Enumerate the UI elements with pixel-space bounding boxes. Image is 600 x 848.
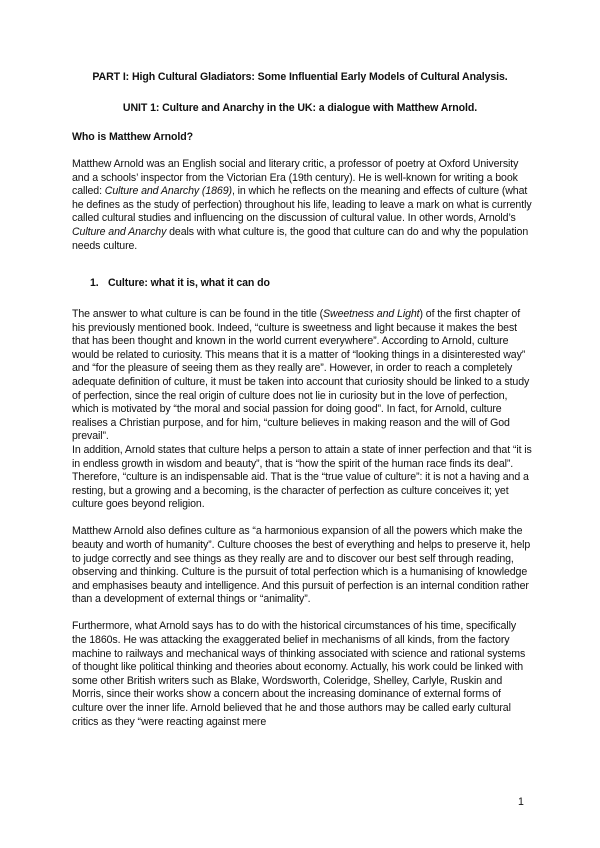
paragraph-1 (72, 308, 532, 444)
paragraph-4: Furthermore, what Arnold says has to do with the historical circumstances of his time, specifically the 1860s. He was attacking the exaggerated belief in mechanisms of all kinds, from the factory machine to railways and mechanical ways of thinking associated with science and rational systems of thought like political thinking and theories about economy. Actually, his work could be linked with some other British writers such as Blake, Wordsworth, Coleridge, Shelley, Carlyle, Ruskin and Morris, since their works show a concern about the increasing dominance of external forms of culture over the inner life. Arnold believed that he and those authors may be called early cultural critics as they “were reacting against mere (72, 620, 526, 728)
part-title: PART I: High Cultural Gladiators: Some Influential Early Models of Cultural Analysis. (92, 71, 508, 83)
intro-text-3: deals with what culture is, the good that culture can do and why the population needs culture. (72, 225, 529, 252)
para-1-italic: Sweetness and Light (323, 308, 420, 320)
intro-text-2: , in which he reflects on the meaning and effects of culture (what he defines as the study of perfection) throughout his life, leading to leave a mark on what is currently called cultural studies and influencing on the discussion of cultural value. In other words, Arnold’s (72, 185, 532, 225)
section-title: Culture: what it is, what it can do (108, 277, 270, 289)
section-heading (90, 277, 270, 291)
main-body (72, 308, 532, 729)
paragraph-3: Matthew Arnold also defines culture as “a harmonious expansion of all the powers which make the beauty and worth of humanity”. Culture chooses the best of everything and helps to preserve it, help to judge correctly and see things as they really are and to discover our best self through reading, observing and thinking. Culture is the pursuit of total perfection which is a humanising of knowledge and emphasises beauty and intelligence. And this pursuit of perfection is an internal condition rather than a development of external things or “animality”. (72, 525, 531, 606)
paragraph-2: In addition, Arnold states that culture helps a person to attain a state of inner perfection and that “it is in endless growth in wisdom and beauty”, that is “how the spirit of the human race finds its deal”. Therefore, “culture is an indispensable aid. That is the “true value of culture”: it is not a having and a resting, but a growing and a becoming, is the character of perfection as culture conceives it; yet culture goes beyond religion. (72, 443, 532, 511)
para-1-text-1: The answer to what culture is can be found in the title ( (72, 308, 324, 320)
intro-book-title-2: Culture and Anarchy (72, 225, 167, 238)
para-1-text-2: ) of the first chapter of his previously mentioned book. Indeed, “culture is sweetness and light because it makes the best that has been thought and known in the world current everywhere”. According to Arnold, culture would be related to curiosity. This means that it is a matter of “looking things in a disinterested way” and “for the pleasure of seeing them as they really are”. However, in order to reach a completely adequate definition of culture, it must be taken into account that curiosity should be linked to a study of perfection, since the real origin of culture does not lie in curiosity but in the love of perfection, which is motivated by “the moral and social passion for doing good”. In fact, for Arnold, culture realises a Christian purpose, and for him, “culture believes in making reason and the will of God prevail”. (72, 308, 530, 443)
intro-paragraph (72, 158, 532, 253)
intro-book-title: Culture and Anarchy (1869) (104, 185, 232, 198)
intro-text-1: Matthew Arnold was an English social and literary critic, a professor of poetry at Oxford University and a schools’ inspector from the Victorian Era (19th century). He is well-known for writing a book called: (72, 158, 519, 198)
who-heading: Who is Matthew Arnold? (72, 131, 193, 143)
unit-title: UNIT 1: Culture and Anarchy in the UK: a dialogue with Matthew Arnold. (122, 102, 478, 114)
section-number: 1. (90, 277, 99, 289)
page-number: 1 (518, 796, 524, 808)
